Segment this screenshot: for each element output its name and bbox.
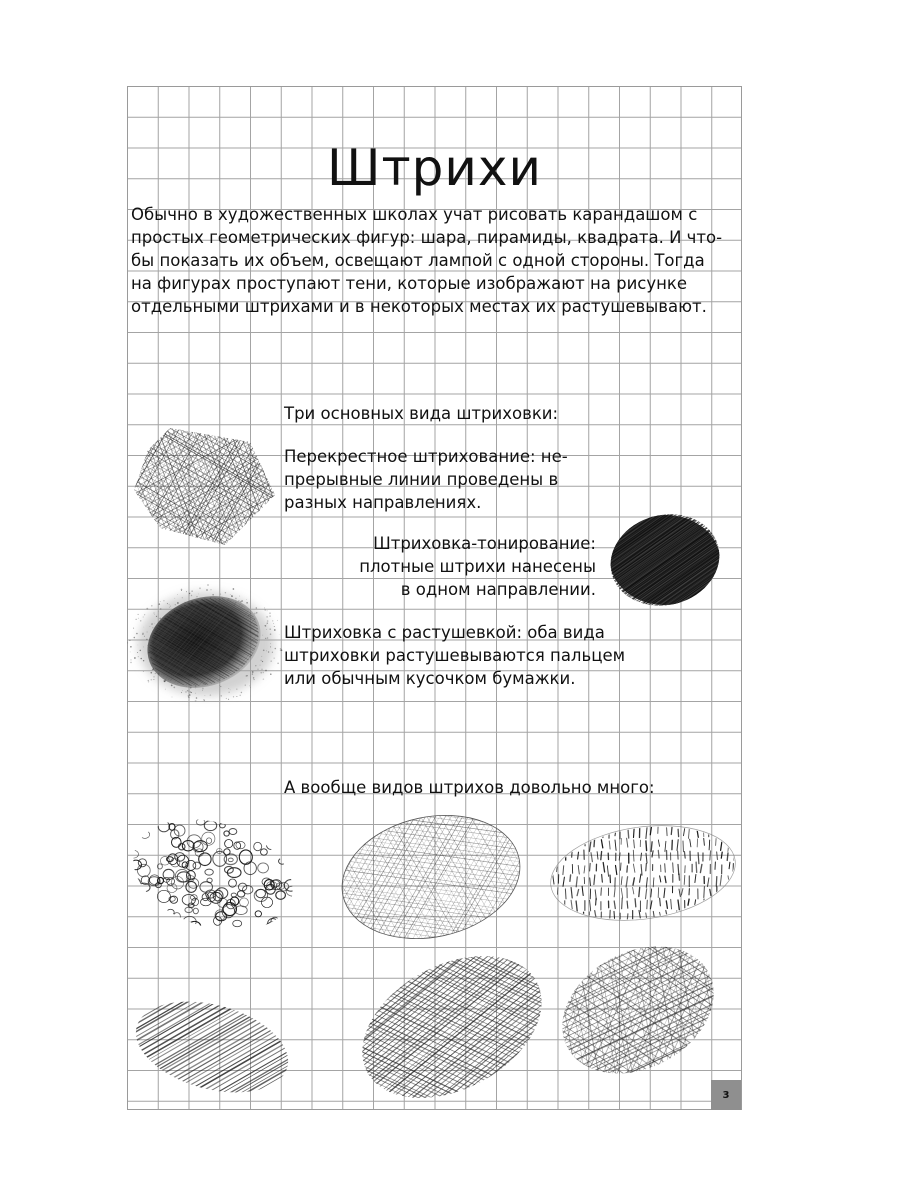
page-title: Штрихи bbox=[327, 139, 542, 197]
tonal-hatching-swatch bbox=[605, 508, 725, 613]
rough-crosshatch-swatch bbox=[556, 945, 721, 1075]
fine-crosshatch-oval-swatch bbox=[336, 810, 526, 945]
cross-hatching-swatch bbox=[130, 420, 280, 550]
description-line: в одном направлении. bbox=[400, 580, 596, 599]
blended-hatching-description bbox=[284, 621, 625, 690]
hatching-kinds-heading: Три основных вида штриховки: bbox=[284, 404, 559, 423]
scribble-circles-swatch bbox=[128, 815, 298, 935]
intro-line: на фигурах проступают тени, которые изображают на рисунке bbox=[131, 274, 688, 293]
intro-paragraph bbox=[131, 203, 739, 318]
description-line: плотные штрихи нанесены bbox=[359, 557, 596, 576]
blended-hatching-swatch bbox=[134, 588, 284, 703]
intro-line: Обычно в художественных школах учат рисовать карандашом с bbox=[131, 205, 698, 224]
description-line: штриховки растушевываются пальцем bbox=[284, 646, 626, 665]
description-line: или обычным кусочком бумажки. bbox=[284, 669, 576, 688]
intro-line: простых геометрических фигур: шара, пирамиды, квадрата. И что- bbox=[131, 228, 723, 247]
short-vertical-strokes-swatch bbox=[546, 820, 741, 925]
cross-hatching-description bbox=[284, 445, 568, 514]
page-number: 3 bbox=[711, 1080, 741, 1110]
many-kinds-caption: А вообще видов штрихов довольно много: bbox=[284, 778, 655, 797]
intro-line: отдельными штрихами и в некоторых местах их растушевывают. bbox=[131, 297, 707, 316]
description-line: Штриховка-тонирование: bbox=[373, 534, 596, 553]
dense-crosshatch-swatch bbox=[352, 955, 552, 1100]
diagonal-strokes-swatch bbox=[130, 995, 295, 1100]
tonal-hatching-description bbox=[322, 532, 596, 601]
intro-line: бы показать их объем, освещают лампой с одной стороны. Тогда bbox=[131, 251, 705, 270]
description-line: прерывные линии проведены в bbox=[284, 470, 559, 489]
description-line: разных направлениях. bbox=[284, 493, 482, 512]
description-line: Перекрестное штрихование: не- bbox=[284, 447, 568, 466]
description-line: Штриховка с растушевкой: оба вида bbox=[284, 623, 605, 642]
